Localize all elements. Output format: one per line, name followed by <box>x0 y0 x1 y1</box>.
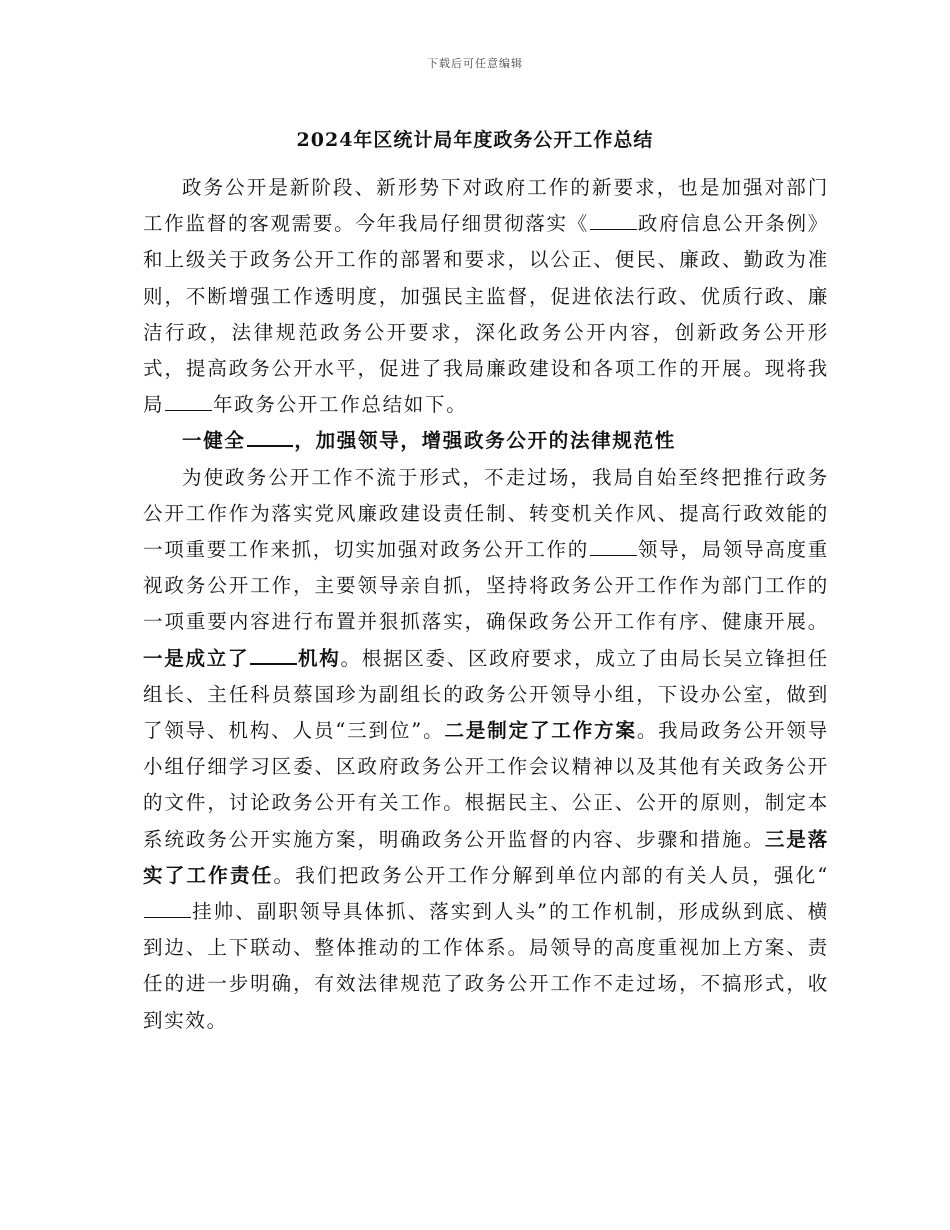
blank-underline <box>590 212 637 231</box>
header-note: 下载后可任意编辑 <box>427 57 523 70</box>
point-two-label: 二是制定了工作方案 <box>444 719 637 743</box>
para2-text-3: 。根据区委、区政府要求，成立了由局长吴立锋担任组长、主任科员蔡国珍为副组长的政务公开领导小组，下设办公室，做到了领导、机构、人员“三到位”。 <box>143 646 829 743</box>
section-heading-text-a: 一健全 <box>182 429 246 453</box>
section-heading-text-b: ，加强领导，增强政务公开的法律规范性 <box>294 429 677 453</box>
intro-text-3: 年政务公开工作总结如下。 <box>213 393 468 417</box>
blank-underline <box>590 537 637 556</box>
para2-text-2: 领导，局领导高度重视政务公开工作，主要领导亲自抓，坚持将政务公开工作作为部门工作的一项重要内容进行布置并狠抓落实，确保政务公开工作有序、健康开展。 <box>143 538 830 634</box>
point-one-label-a: 一是成立了 <box>143 646 250 670</box>
para2-text-4: 。我局政务公开领导小组仔细学习区委、区政府政务公开工作会议精神以及其他有关政务公开的文件，讨论政务公开有关工作。根据民主、公正、公开的原则，制定本系统政务公开实施方案，明确政务公开监督的内容、步骤和措施。 <box>143 719 829 851</box>
document-title: 2024年区统计局年度政务公开工作总结 <box>296 129 654 151</box>
para2-text-6: 挂帅、副职领导具体抓、落实到人头”的工作机制，形成纵到底、横到边、上下联动、整体推动的工作体系。局领导的高度重视加上方案、责任的进一步明确，有效法律规范了政务公开工作不走过场，不搞形式，收到实效。 <box>143 900 829 1032</box>
blank-underline <box>144 900 191 919</box>
point-three-label: 三是落实了工作责任 <box>143 827 829 887</box>
section-heading-1 <box>143 423 829 459</box>
para2-text-1: 为使政务公开工作不流于形式，不走过场，我局自始至终把推行政务公开工作作为落实党风廉政建设责任制、转变机关作风、提高行政效能的一项重要工作来抓，切实加强对政务公开工作的 <box>143 465 829 562</box>
intro-text-2: 政府信息公开条例》和上级关于政务公开工作的部署和要求，以公正、便民、廉政、勤政为准则，不断增强工作透明度，加强民主监督，促进依法行政、优质行政、廉洁行政，法律规范政务公开要求，深化政务公开内容，创新政务公开形式，提高政务公开水平，促进了我局廉政建设和各项工作的开展。现将我局 <box>143 212 830 417</box>
document-body <box>143 170 829 1039</box>
blank-underline <box>247 428 294 448</box>
para2-text-5: 。我们把政务公开工作分解到单位内部的有关人员，强化“ <box>273 863 829 887</box>
intro-text-1: 政务公开是新阶段、新形势下对政府工作的新要求，也是加强对部门工作监督的客观需要。今年我局仔细贯彻落实《 <box>143 176 829 236</box>
blank-underline <box>165 393 212 412</box>
blank-underline <box>250 645 297 665</box>
point-one-label-b: 机构 <box>298 646 341 670</box>
intro-paragraph <box>143 170 829 423</box>
body-paragraph-2 <box>143 460 829 1039</box>
